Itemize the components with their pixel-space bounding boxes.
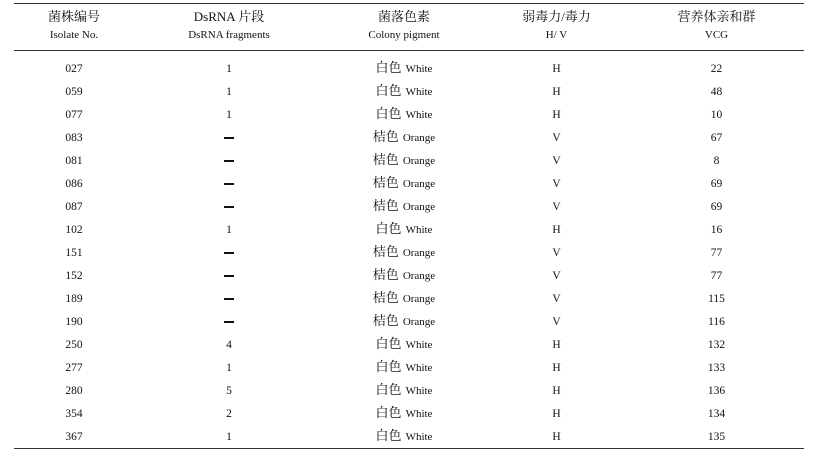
pigment-zh: 白色 <box>375 221 402 236</box>
cell-vcg: 69 <box>710 200 723 213</box>
table-row <box>14 264 804 287</box>
cell-virulence: H <box>552 62 561 75</box>
isolate-table <box>14 3 804 449</box>
pigment-zh: 白色 <box>375 336 402 351</box>
header-vcg-zh: 营养体亲和群 <box>629 4 804 29</box>
cell-isolate: 250 <box>65 338 83 351</box>
cell-isolate: 102 <box>65 223 83 236</box>
dsrna-none-dash <box>234 242 235 243</box>
cell-vcg: 132 <box>707 338 726 351</box>
cell-virulence: H <box>552 338 561 351</box>
dash-mark <box>224 137 234 139</box>
table-header <box>14 4 804 51</box>
cell-vcg: 22 <box>710 62 723 75</box>
cell-virulence: V <box>552 246 561 259</box>
table-row <box>14 356 804 379</box>
cell-virulence: V <box>552 177 561 190</box>
pigment-en: White <box>405 63 433 75</box>
dsrna-none-dash <box>234 196 235 197</box>
cell-dsrna: 1 <box>226 85 232 98</box>
cell-vcg: 16 <box>710 223 723 236</box>
dsrna-none-dash <box>234 127 235 128</box>
table-row <box>14 425 804 449</box>
pigment-zh: 白色 <box>375 83 402 98</box>
cell-dsrna <box>134 241 324 264</box>
cell-dsrna: 1 <box>226 108 232 121</box>
cell-virulence: H <box>552 384 561 397</box>
pigment-en: Orange <box>402 155 436 167</box>
cell-dsrna <box>134 264 324 287</box>
pigment-en: White <box>405 339 433 351</box>
pigment-zh: 桔色 <box>372 129 399 144</box>
pigment-zh: 桔色 <box>372 313 399 328</box>
cell-dsrna: 2 <box>226 407 232 420</box>
cell-pigment <box>324 310 484 333</box>
cell-virulence: V <box>552 315 561 328</box>
cell-isolate: 081 <box>65 154 83 167</box>
header-virulence-zh: 弱毒力/毒力 <box>484 4 629 29</box>
header-isolate-zh: 菌株编号 <box>14 4 134 29</box>
cell-virulence: V <box>552 200 561 213</box>
cell-pigment <box>324 425 484 449</box>
cell-pigment <box>324 195 484 218</box>
dsrna-none-dash <box>234 173 235 174</box>
cell-virulence: H <box>552 223 561 236</box>
cell-vcg: 48 <box>710 85 723 98</box>
cell-pigment <box>324 126 484 149</box>
cell-vcg: 133 <box>707 361 726 374</box>
table-row <box>14 287 804 310</box>
header-dsrna-en: DsRNA fragments <box>134 28 324 51</box>
header-row-english <box>14 28 804 51</box>
cell-virulence: V <box>552 154 561 167</box>
cell-pigment <box>324 333 484 356</box>
cell-vcg: 134 <box>707 407 726 420</box>
pigment-en: Orange <box>402 293 436 305</box>
cell-isolate: 152 <box>65 269 83 282</box>
cell-isolate: 077 <box>65 108 83 121</box>
cell-virulence: H <box>552 407 561 420</box>
cell-virulence: H <box>552 85 561 98</box>
cell-isolate: 087 <box>65 200 83 213</box>
header-virulence-en: H/ V <box>484 28 629 51</box>
pigment-zh: 桔色 <box>372 244 399 259</box>
cell-dsrna <box>134 195 324 218</box>
cell-isolate: 280 <box>65 384 83 397</box>
cell-dsrna: 1 <box>226 62 232 75</box>
cell-isolate: 086 <box>65 177 83 190</box>
cell-pigment <box>324 356 484 379</box>
cell-pigment <box>324 172 484 195</box>
cell-pigment <box>324 287 484 310</box>
pigment-zh: 桔色 <box>372 152 399 167</box>
dsrna-none-dash <box>234 150 235 151</box>
dash-mark <box>224 160 234 162</box>
cell-isolate: 059 <box>65 85 83 98</box>
cell-dsrna <box>134 310 324 333</box>
cell-isolate: 083 <box>65 131 83 144</box>
pigment-zh: 白色 <box>375 60 402 75</box>
cell-vcg: 135 <box>629 425 804 449</box>
cell-pigment <box>324 264 484 287</box>
header-pigment-en: Colony pigment <box>324 28 484 51</box>
cell-dsrna: 1 <box>134 425 324 449</box>
cell-vcg: 116 <box>708 315 725 328</box>
header-isolate-en: Isolate No. <box>14 28 134 51</box>
cell-isolate: 367 <box>14 425 134 449</box>
cell-isolate: 151 <box>65 246 83 259</box>
table-row <box>14 195 804 218</box>
pigment-zh: 桔色 <box>372 175 399 190</box>
cell-pigment <box>324 218 484 241</box>
cell-isolate: 354 <box>65 407 83 420</box>
dsrna-none-dash <box>234 265 235 266</box>
dash-mark <box>224 275 234 277</box>
dsrna-none-dash <box>234 288 235 289</box>
pigment-zh: 白色 <box>375 382 402 397</box>
dash-mark <box>224 252 234 254</box>
cell-dsrna <box>134 287 324 310</box>
pigment-en: White <box>405 86 433 98</box>
cell-pigment <box>324 241 484 264</box>
cell-dsrna: 5 <box>226 384 232 397</box>
cell-dsrna: 1 <box>226 361 232 374</box>
dsrna-none-dash <box>234 311 235 312</box>
pigment-zh: 桔色 <box>372 290 399 305</box>
cell-vcg: 77 <box>710 269 723 282</box>
pigment-en: White <box>405 362 433 374</box>
cell-dsrna <box>134 149 324 172</box>
table-row <box>14 103 804 126</box>
pigment-zh: 白色 <box>375 359 402 374</box>
table-row <box>14 218 804 241</box>
table-row <box>14 402 804 425</box>
table-row <box>14 149 804 172</box>
cell-vcg: 10 <box>710 108 723 121</box>
dash-mark <box>224 321 234 323</box>
cell-virulence: V <box>552 292 561 305</box>
cell-pigment <box>324 402 484 425</box>
dash-mark <box>224 183 234 185</box>
cell-dsrna: 1 <box>226 223 232 236</box>
cell-isolate: 189 <box>65 292 83 305</box>
table-row <box>14 80 804 103</box>
header-vcg-en: VCG <box>629 28 804 51</box>
pigment-zh: 桔色 <box>372 198 399 213</box>
cell-virulence: V <box>552 269 561 282</box>
header-row-chinese <box>14 4 804 29</box>
cell-virulence: H <box>552 108 561 121</box>
cell-pigment <box>324 51 484 81</box>
table-row <box>14 333 804 356</box>
cell-vcg: 136 <box>707 384 726 397</box>
cell-vcg: 69 <box>710 177 723 190</box>
header-pigment-zh: 菌落色素 <box>324 4 484 29</box>
cell-isolate: 190 <box>65 315 83 328</box>
pigment-en: White <box>405 408 433 420</box>
header-dsrna-zh: DsRNA 片段 <box>134 4 324 29</box>
cell-vcg: 8 <box>713 154 720 167</box>
cell-virulence: H <box>484 425 629 449</box>
pigment-en: Orange <box>402 132 436 144</box>
table-row <box>14 51 804 81</box>
pigment-zh: 白色 <box>375 428 402 443</box>
pigment-en: Orange <box>402 201 436 213</box>
pigment-zh: 桔色 <box>372 267 399 282</box>
table-row <box>14 241 804 264</box>
pigment-en: White <box>405 224 433 236</box>
cell-isolate: 277 <box>65 361 83 374</box>
cell-pigment <box>324 149 484 172</box>
cell-vcg: 77 <box>710 246 723 259</box>
pigment-en: Orange <box>402 270 436 282</box>
cell-vcg: 67 <box>710 131 723 144</box>
pigment-en: Orange <box>402 316 436 328</box>
cell-isolate: 027 <box>65 62 83 75</box>
table-row <box>14 172 804 195</box>
cell-dsrna <box>134 172 324 195</box>
cell-pigment <box>324 379 484 402</box>
cell-vcg: 115 <box>708 292 725 305</box>
cell-virulence: V <box>552 131 561 144</box>
pigment-en: Orange <box>402 178 436 190</box>
cell-pigment <box>324 103 484 126</box>
pigment-zh: 白色 <box>375 405 402 420</box>
table-row <box>14 126 804 149</box>
cell-pigment <box>324 80 484 103</box>
table-body <box>14 51 804 449</box>
cell-dsrna: 4 <box>226 338 232 351</box>
table-row <box>14 310 804 333</box>
dash-mark <box>224 206 234 208</box>
pigment-en: White <box>405 385 433 397</box>
table-row <box>14 379 804 402</box>
pigment-en: Orange <box>402 247 436 259</box>
pigment-en: White <box>405 431 433 443</box>
cell-virulence: H <box>552 361 561 374</box>
dash-mark <box>224 298 234 300</box>
pigment-zh: 白色 <box>375 106 402 121</box>
pigment-en: White <box>405 109 433 121</box>
cell-dsrna <box>134 126 324 149</box>
